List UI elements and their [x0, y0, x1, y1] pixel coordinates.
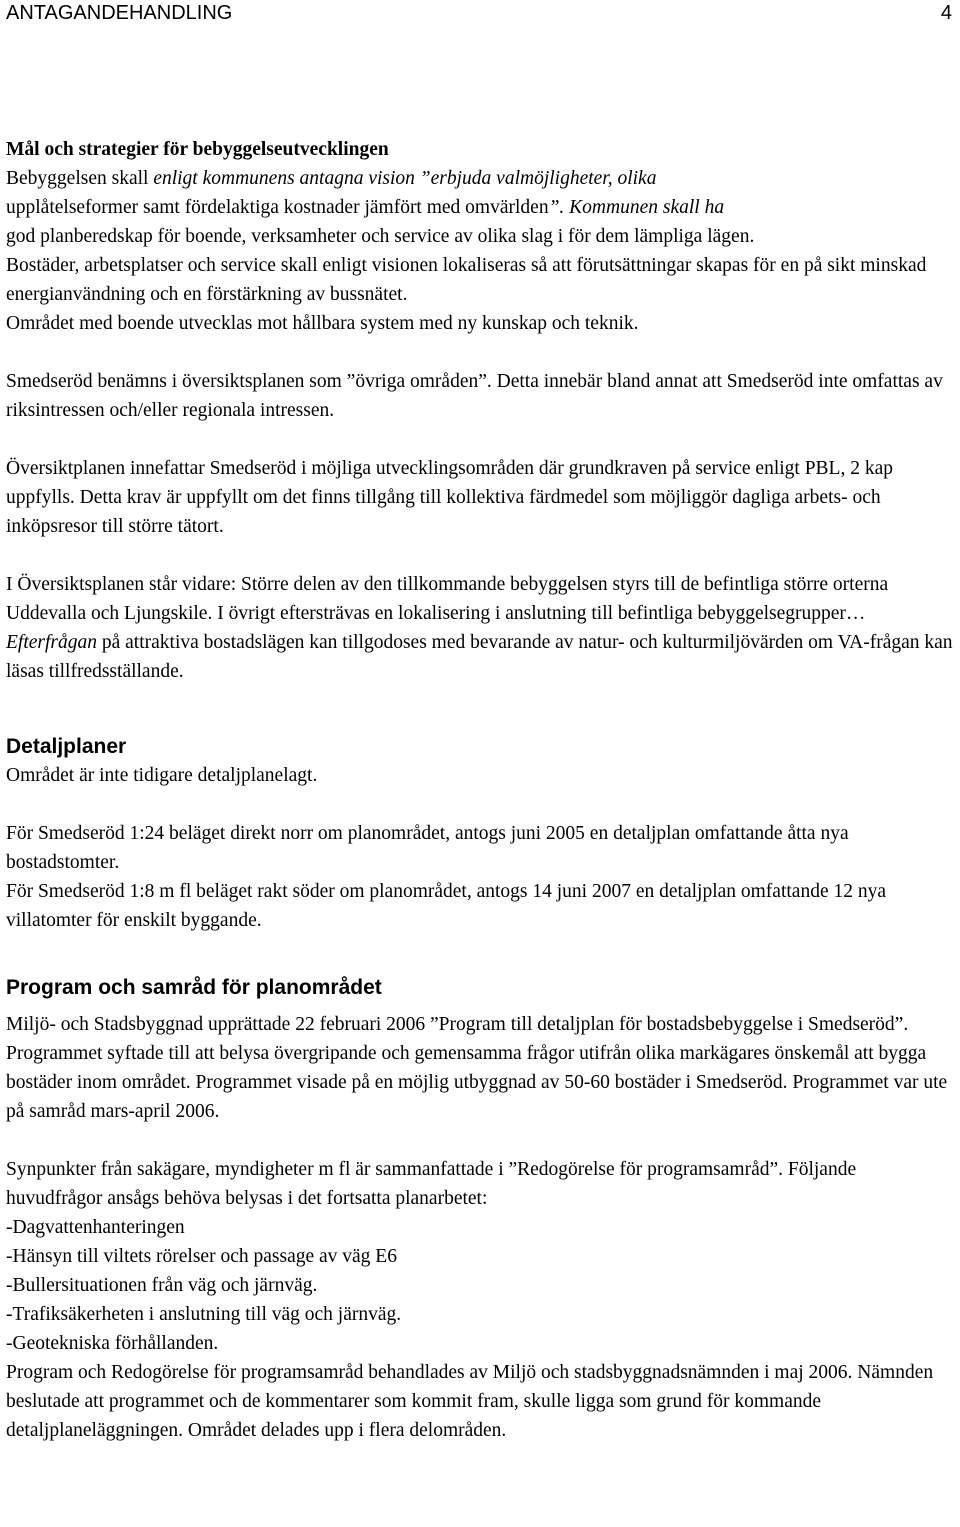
paragraph-program: Miljö- och Stadsbyggnad upprättade 22 februari 2006 ”Program till detaljplan för bostadsbebyggelse i Smedseröd”. Programmet syftade till att belysa övergripande och gemensamma frågor utifrån olika markägares önskemål att bygga bostäder inom området. Programmet visade på en möjlig utbyggnad av 50-60 bostäder i Smedseröd. Programmet var ute på samråd mars-april 2006.: [6, 1014, 948, 1122]
list-item: -Trafiksäkerheten i anslutning till väg och järnväg.: [6, 1304, 402, 1325]
vision-text-planning: god planberedskap för boende, verksamheter och service av olika slag i för dem lämpliga lägen.: [6, 226, 755, 247]
page-header: [0, 0, 960, 28]
list-item: -Geotekniska förhållanden.: [6, 1333, 219, 1354]
vision-quote-italic: enligt kommunens antagna vision ”erbjuda valmöjligheter, olika: [153, 168, 657, 189]
list-item: -Bullersituationen från väg och järnväg.: [6, 1275, 318, 1296]
paragraph-committee-decision: Program och Redogörelse för programsamråd behandlades av Miljö och stadsbyggnadsnämnden i maj 2006. Nämnden beslutade att programmet och de kommentarer som kommit fram, skulle ligga som grund för kommande detaljplaneläggningen. Området delades upp i flera delområden.: [6, 1362, 934, 1441]
spacer: [6, 1126, 956, 1155]
spacer: [6, 541, 956, 570]
paragraph-plan-1-24: För Smedseröd 1:24 beläget direkt norr om planområdet, antogs juni 2005 en detaljplan omfattande åtta nya bostadstomter.: [6, 823, 849, 873]
spacer: [6, 790, 956, 819]
issues-list: [6, 1213, 956, 1358]
overview-text-c: på attraktiva bostadslägen kan tillgodoses med bevarande av natur- och kulturmiljövärden om VA-frågan kan läsas tillfredsställande.: [6, 632, 953, 682]
list-item: -Dagvattenhanteringen: [6, 1217, 185, 1238]
paragraph-development-areas: Översiktplanen innefattar Smedseröd i möjliga utvecklingsområden där grundkraven på service enligt PBL, 2 kap uppfylls. Detta krav är uppfyllt om det finns tillgång till kollektiva färdmedel som möjliggör dagliga arbets- och inköpsresor till större tätort.: [6, 458, 894, 537]
paragraph-plan-1-8: För Smedseröd 1:8 m fl beläget rakt söder om planområdet, antogs 14 juni 2007 en detaljplan omfattande 12 nya villatomter för enskilt byggande.: [6, 881, 887, 931]
spacer: [6, 338, 956, 367]
vision-quote-end-italic: ”. Kommunen skall ha: [548, 197, 725, 218]
document-body: [6, 135, 956, 1445]
vision-text-location: Bostäder, arbetsplatser och service skall enligt visionen lokaliseras så att förutsättningar skapas för en på sikt minskad energianvändning och en förstärkning av bussnätet.: [6, 255, 927, 305]
overview-text-italic: Efterfrågan: [6, 632, 97, 653]
overview-text-a: I Översiktsplanen står vidare: Större delen av den tillkommande bebyggelsen styrs till de befintliga större orterna Uddevalla och Ljungskile. I övrigt eftersträvas en lokalisering i anslutning till befintliga bebyggelsegrupper…: [6, 574, 889, 624]
spacer: [6, 686, 956, 732]
paragraph-not-planned: Området är inte tidigare detaljplanelagt.: [6, 765, 318, 786]
section-heading-program: Program och samråd för planområdet: [6, 976, 382, 999]
paragraph-viewpoints: Synpunkter från sakägare, myndigheter m fl är sammanfattade i ”Redogörelse för programsamråd”. Följande huvudfrågor ansågs behöva belysas i det fortsatta planarbetet:: [6, 1159, 857, 1209]
page-number: 4: [940, 2, 952, 24]
paragraph-other-areas: Smedseröd benämns i översiktsplanen som ”övriga områden”. Detta innebär bland annat att Smedseröd inte omfattas av riksintressen och/eller regionala intressen.: [6, 371, 943, 421]
section-heading-detail-plans: Detaljplaner: [6, 735, 127, 758]
vision-text-cont: upplåtelseformer samt fördelaktiga kostnader jämfört med omvärlden: [6, 197, 549, 218]
spacer: [6, 935, 956, 973]
paragraph-vision: [6, 164, 956, 338]
paragraph-overview-plan: [6, 570, 956, 686]
vision-text-intro: Bebyggelsen skall: [6, 168, 154, 189]
spacer: [6, 1002, 956, 1010]
vision-text-sustainable: Området med boende utvecklas mot hållbara system med ny kunskap och teknik.: [6, 313, 639, 334]
list-item: -Hänsyn till viltets rörelser och passage av väg E6: [6, 1246, 397, 1267]
section-heading-goals: Mål och strategier för bebyggelseutvecklingen: [6, 139, 389, 160]
document-status-title: ANTAGANDEHANDLING: [6, 2, 233, 24]
spacer: [6, 425, 956, 454]
